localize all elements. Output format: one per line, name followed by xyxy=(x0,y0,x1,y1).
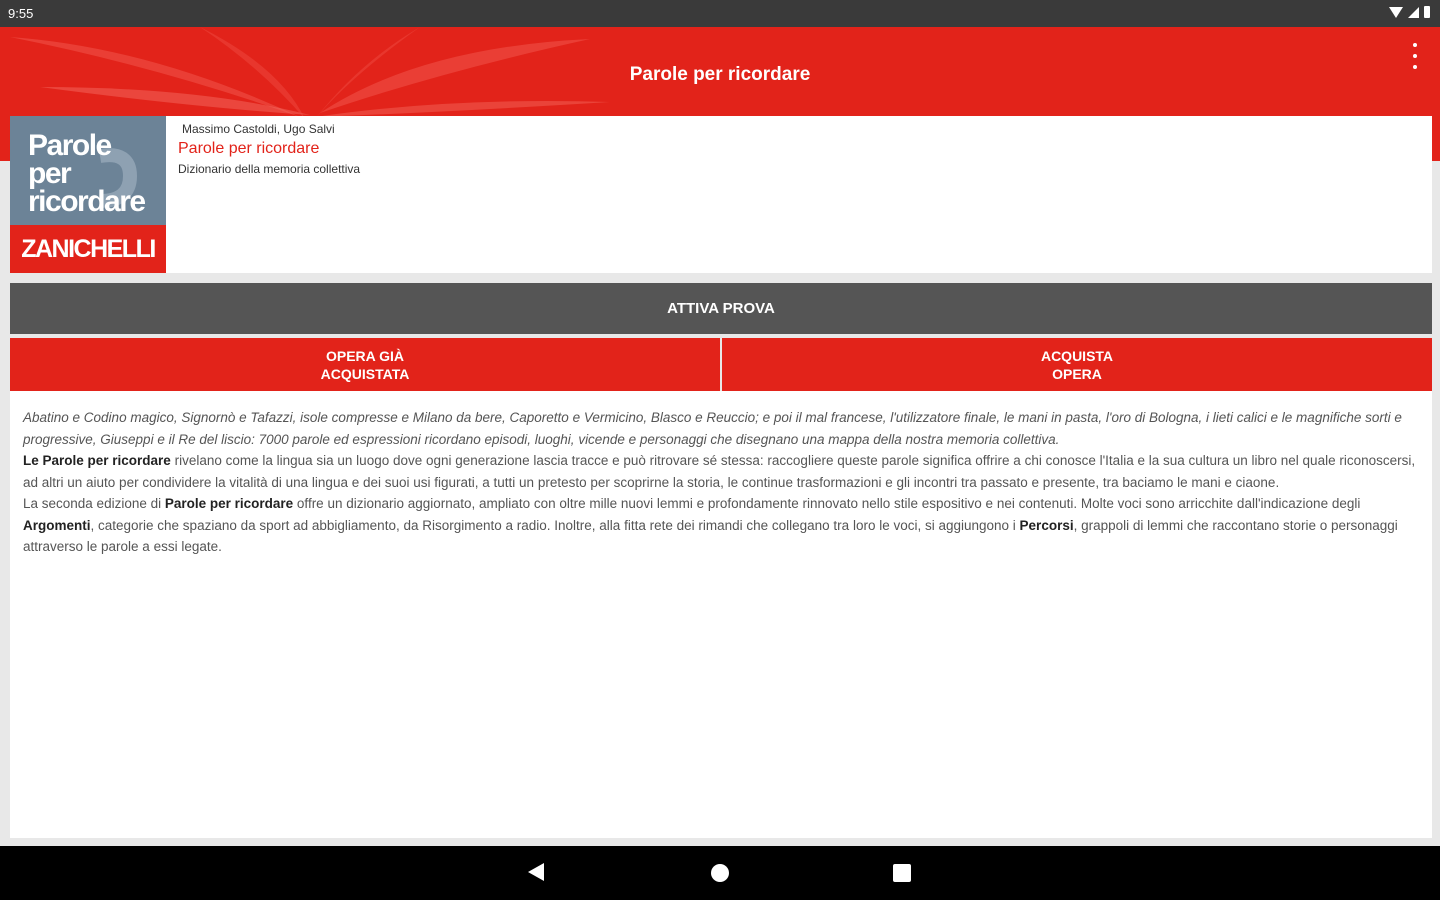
book-cover xyxy=(10,116,166,273)
more-options-icon[interactable] xyxy=(1406,43,1424,69)
battery-icon xyxy=(1424,6,1430,18)
description-paragraph-3: La seconda edizione di Parole per ricordare offre un dizionario aggiornato, ampliato con oltre mille nuovi lemmi e profondamente rinnovato nello stile espositivo e nei contenuti. Molte voci sono arricchite dall'indicazione degli Argomenti, categorie che spaziano da sport ad abbigliamento, da Risorgimento a radio. Inoltre, alla fitta rete dei rimandi che collegano tra loro le voci, si aggiungono i Percorsi, grappoli di lemmi che raccontano storie o personaggi attraverso le parole a essi legate. xyxy=(23,496,1398,554)
publisher-logo: ZANICHELLI xyxy=(10,225,166,273)
back-icon[interactable] xyxy=(528,863,544,881)
wifi-icon xyxy=(1389,7,1403,18)
status-bar xyxy=(0,0,1440,27)
purchase-buttons xyxy=(10,338,1432,391)
content-panel xyxy=(10,116,1432,838)
book-subtitle: Dizionario della memoria collettiva xyxy=(178,162,361,176)
activate-trial-button[interactable]: ATTIVA PROVA xyxy=(10,283,1432,334)
description-paragraph-1: Abatino e Codino magico, Signornò e Tafazzi, isole compresse e Milano da bere, Caporetto e Vermicino, Blasco e Reuccio; e poi il mal francese, l'utilizzatore finale, le mani in pasta, l'oro di Bologna, i lieti calici e le magnifiche sorti e progressive, Giuseppi e il Re del liscio: 7000 parole ed espressioni ricordano episodi, luoghi, vicende e personaggi che disegnano una mappa della nostra memoria collettiva. xyxy=(23,410,1402,447)
status-icons xyxy=(1389,6,1430,18)
book-authors: Massimo Castoldi, Ugo Salvi xyxy=(182,122,335,136)
signal-icon xyxy=(1408,7,1419,18)
book-info xyxy=(178,122,360,176)
book-title: Parole per ricordare xyxy=(178,140,320,157)
navigation-bar xyxy=(0,846,1440,900)
status-time: 9:55 xyxy=(8,6,34,21)
app-title: Parole per ricordare xyxy=(629,64,811,85)
buy-button[interactable]: ACQUISTA OPERA xyxy=(722,338,1432,391)
home-icon[interactable] xyxy=(711,864,729,882)
book-description xyxy=(10,391,1432,838)
description-paragraph-2: Le Parole per ricordare rivelano come la lingua sia un luogo dove ogni generazione lascia tracce e può ritrovare sé stessa: raccogliere queste parole significa offrire a chi conosce l'Italia e la sua cultura un libro nel quale riconoscersi, ad altri un aiuto per condividere la vitalità di una lingua e dei suoi usi figurati, a tutti un pretesto per scoprirne la storia, le continue trasformazioni e gli incontri tra passato e presente, tra baciamo le mani e ciaone. xyxy=(23,453,1416,490)
book-card xyxy=(10,116,1432,273)
cover-title: Parole per ricordare xyxy=(28,129,145,218)
recents-icon[interactable] xyxy=(893,864,911,882)
already-purchased-button[interactable]: OPERA GIÀ ACQUISTATA xyxy=(10,338,720,391)
